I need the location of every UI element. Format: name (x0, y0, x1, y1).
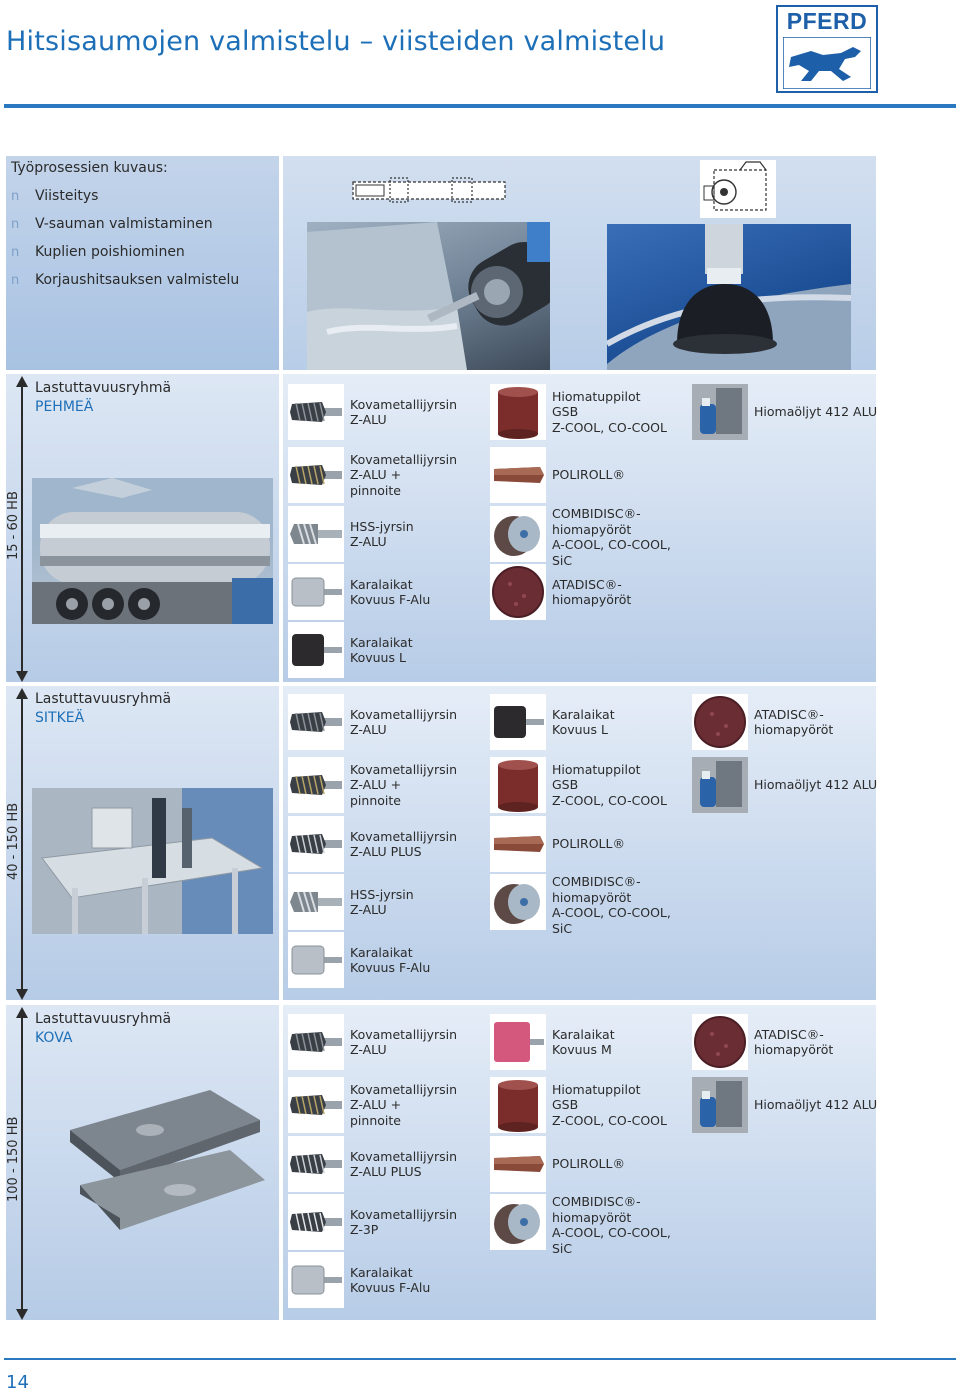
product-label-line: hiomapyöröt (552, 592, 632, 607)
product-item (692, 1077, 892, 1133)
grinder-sketch-icon (700, 160, 776, 218)
product-label-line: A-COOL, CO-COOL, (552, 1225, 671, 1240)
brand-logo-text: PFERD (786, 8, 868, 34)
product-item (692, 384, 892, 440)
product-item (490, 1136, 690, 1192)
product-item (288, 932, 488, 988)
product-label-line: Z-COOL, CO-COOL (552, 792, 667, 808)
product-item (490, 1014, 690, 1070)
product-label (350, 635, 413, 666)
product-label-line: Z-ALU (350, 412, 387, 427)
abrasive-band-icon (490, 757, 546, 813)
product-label-line: hiomapyöröt (552, 521, 632, 537)
carbide-burr-plus-icon (288, 1136, 344, 1192)
product-label-line: Z-ALU PLUS (350, 844, 422, 859)
product-label-line: Hiomaöljyt 412 ALU (754, 1097, 878, 1113)
product-item (288, 874, 488, 930)
hardness-range: 100 - 150 HB (6, 1116, 21, 1202)
product-label-line: Z-ALU (350, 722, 387, 737)
product-label (754, 1097, 877, 1113)
product-label-line: Kovuus M (552, 1042, 612, 1057)
grey-mounted-point-icon (288, 564, 344, 620)
product-item (288, 564, 488, 620)
product-label-line: Hiomatuppilot (552, 388, 641, 404)
group-label: Lastuttavuusryhmä (35, 380, 172, 396)
product-item (288, 1077, 488, 1133)
product-label-line: POLIROLL® (552, 1156, 625, 1172)
product-label (350, 1027, 457, 1058)
product-label-line: Kovametallijyrsin (350, 396, 458, 412)
product-label (552, 1082, 667, 1129)
header-rule (4, 104, 956, 108)
abrasive-band-icon (490, 384, 546, 440)
group-name: SITKEÄ (35, 710, 85, 726)
product-label (552, 1194, 671, 1256)
group-label: Lastuttavuusryhmä (35, 691, 172, 707)
product-label-line: POLIROLL® (552, 836, 625, 852)
grey-mounted-point-icon (288, 932, 344, 988)
carbide-burr-coated-icon (288, 757, 344, 813)
product-label-line: Z-ALU (350, 902, 387, 917)
product-label-line: SiC (552, 552, 573, 568)
product-label-line: POLIROLL® (552, 467, 625, 483)
product-label-line: Karalaikat (552, 1026, 615, 1042)
product-label-line: ATADISC®- (552, 576, 622, 592)
process-description-title: Työprosessien kuvaus: (11, 160, 168, 176)
product-label (350, 945, 430, 976)
product-label-line: ATADISC®- (754, 706, 824, 722)
product-label-line: GSB (552, 777, 579, 793)
product-label-line: Z-COOL, CO-COOL (552, 1112, 667, 1128)
poliroll-icon (490, 816, 546, 872)
hardness-range: 40 - 150 HB (6, 802, 21, 880)
product-label-line: Karalaikat (350, 634, 413, 650)
product-label-line: ATADISC®- (754, 1026, 824, 1042)
product-label-line: Karalaikat (552, 706, 615, 722)
pink-mounted-point-icon (490, 1014, 546, 1070)
product-label-line: Hiomatuppilot (552, 1081, 641, 1097)
product-item (288, 1252, 488, 1308)
product-label (552, 707, 615, 738)
hss-cutter-icon (288, 506, 344, 562)
group-name: PEHMEÄ (35, 399, 94, 415)
hardness-range: 15 - 60 HB (6, 491, 21, 560)
poliroll-icon (490, 1136, 546, 1192)
product-label-line: Kovuus L (552, 722, 608, 737)
product-label (350, 829, 457, 860)
product-label-line: Hiomaöljyt 412 ALU (754, 404, 878, 420)
product-label-line: Z-ALU + (350, 1097, 402, 1113)
product-label (552, 762, 667, 809)
product-item (288, 1136, 488, 1192)
product-label-line: Kovametallijyrsin (350, 706, 458, 722)
product-label-line: Kovametallijyrsin (350, 1026, 458, 1042)
product-label (350, 452, 457, 499)
product-item (288, 447, 488, 503)
product-label-line: Karalaikat (350, 944, 413, 960)
grey-mounted-point-icon (288, 1252, 344, 1308)
product-label-line: Kovametallijyrsin (350, 1081, 458, 1097)
product-label-line: Kovuus F-Alu (350, 592, 431, 607)
product-label-line: Hiomaöljyt 412 ALU (754, 777, 878, 793)
product-item (288, 1014, 488, 1070)
product-label (350, 577, 430, 608)
product-label (552, 1027, 615, 1058)
group-label: Lastuttavuusryhmä (35, 1011, 172, 1027)
process-item: n Kuplien poishiominen (11, 244, 185, 260)
product-label-line: Karalaikat (350, 576, 413, 592)
dark-mounted-point-icon (490, 694, 546, 750)
carbide-burr-icon (288, 1014, 344, 1070)
product-label (552, 1156, 625, 1172)
product-label-line: Kovuus F-Alu (350, 1280, 431, 1295)
group-name: KOVA (35, 1030, 73, 1046)
dark-mounted-point-icon (288, 622, 344, 678)
product-label-line: COMBIDISC®- (552, 1194, 641, 1209)
product-label (754, 404, 877, 420)
product-item (490, 816, 690, 872)
product-item (288, 384, 488, 440)
product-item (490, 384, 690, 440)
product-item (490, 564, 690, 620)
product-label-line: GSB (552, 404, 579, 420)
product-label-line: Kovametallijyrsin (350, 1148, 458, 1164)
carbide-burr-coated-icon (288, 447, 344, 503)
product-label (552, 467, 625, 483)
page-title: Hitsisaumojen valmistelu – viisteiden valmistelu (6, 26, 666, 57)
product-item (490, 694, 690, 750)
carbide-burr-icon (288, 384, 344, 440)
product-label-line: Z-ALU (350, 534, 387, 549)
product-label-line: Kovuus F-Alu (350, 960, 431, 975)
product-label-line: Z-COOL, CO-COOL (552, 419, 667, 435)
product-item (692, 757, 892, 813)
carbide-burr-icon (288, 694, 344, 750)
product-label-line: SiC (552, 920, 573, 936)
product-label-line: Z-ALU PLUS (350, 1164, 422, 1179)
process-item: n V-sauman valmistaminen (11, 216, 213, 232)
product-label-line: Kovametallijyrsin (350, 451, 458, 467)
combidisc-icon (490, 506, 546, 562)
product-label (350, 762, 457, 809)
product-label (350, 707, 457, 738)
pferd-horse-logo (783, 37, 871, 89)
product-label-line: Z-ALU + (350, 777, 402, 793)
product-label-line: COMBIDISC®- (552, 874, 641, 889)
combidisc-icon (490, 874, 546, 930)
product-item (288, 757, 488, 813)
product-item (490, 447, 690, 503)
product-label (350, 1082, 457, 1129)
brand-logo (776, 5, 878, 93)
product-label-line: Z-ALU (350, 1042, 387, 1057)
product-label-line: Kovametallijyrsin (350, 761, 458, 777)
product-label (350, 1265, 430, 1296)
carbide-burr-3p-icon (288, 1194, 344, 1250)
tanker-truck-photo (32, 478, 273, 624)
combidisc-icon (490, 1194, 546, 1250)
product-label-line: Kovametallijyrsin (350, 1206, 458, 1222)
product-label-line: Kovuus L (350, 650, 406, 665)
product-label (350, 887, 414, 918)
product-item (692, 694, 892, 750)
product-label-line: hiomapyöröt (552, 889, 632, 905)
product-item (288, 694, 488, 750)
tool-sketch-icon (352, 176, 507, 204)
product-label (350, 397, 457, 428)
grinding-oil-icon (692, 1077, 748, 1133)
product-label-line: HSS-jyrsin (350, 886, 414, 902)
product-label-line: Karalaikat (350, 1264, 413, 1280)
page-number: 14 (6, 1372, 29, 1393)
aluminium-frame-photo (32, 788, 273, 934)
atadisc-icon (490, 564, 546, 620)
product-item (490, 506, 690, 568)
cast-parts-photo (60, 1090, 270, 1230)
disc-grinding-photo (607, 224, 851, 370)
product-label (350, 1207, 457, 1238)
product-label-line: A-COOL, CO-COOL, (552, 537, 671, 552)
product-label-line: hiomapyöröt (754, 722, 834, 737)
product-item (288, 622, 488, 678)
product-label-line: HSS-jyrsin (350, 518, 414, 534)
product-label-line: pinnoite (350, 482, 401, 498)
product-label (754, 707, 833, 738)
product-label (552, 836, 625, 852)
product-label-line: pinnoite (350, 1112, 401, 1128)
grinding-oil-icon (692, 384, 748, 440)
grinding-oil-icon (692, 757, 748, 813)
product-label-line: Hiomatuppilot (552, 761, 641, 777)
product-item (288, 816, 488, 872)
product-label (350, 519, 414, 550)
product-label (754, 1027, 833, 1058)
milling-photo (307, 222, 550, 370)
product-item (692, 1014, 892, 1070)
product-item (490, 874, 690, 936)
product-item (490, 1077, 690, 1133)
product-label (754, 777, 877, 793)
product-item (288, 506, 488, 562)
product-label-line: Kovametallijyrsin (350, 828, 458, 844)
product-item (288, 1194, 488, 1250)
product-label (350, 1149, 457, 1180)
atadisc-icon (692, 1014, 748, 1070)
hss-cutter-icon (288, 874, 344, 930)
product-item (490, 1194, 690, 1256)
carbide-burr-coated-icon (288, 1077, 344, 1133)
product-label-line: GSB (552, 1097, 579, 1113)
abrasive-band-icon (490, 1077, 546, 1133)
product-label-line: pinnoite (350, 792, 401, 808)
product-label-line: Z-ALU + (350, 467, 402, 483)
product-label-line: hiomapyöröt (754, 1042, 834, 1057)
product-label (552, 577, 631, 608)
product-label-line: COMBIDISC®- (552, 506, 641, 521)
process-item: n Korjaushitsauksen valmistelu (11, 272, 240, 288)
carbide-burr-plus-icon (288, 816, 344, 872)
poliroll-icon (490, 447, 546, 503)
process-item: n Viisteitys (11, 188, 99, 204)
footer-rule (4, 1358, 956, 1360)
product-label (552, 506, 671, 568)
product-label-line: hiomapyöröt (552, 1209, 632, 1225)
product-item (490, 757, 690, 813)
atadisc-icon (692, 694, 748, 750)
product-label (552, 389, 667, 436)
product-label-line: A-COOL, CO-COOL, (552, 905, 671, 920)
product-label (552, 874, 671, 936)
product-label-line: SiC (552, 1240, 573, 1256)
product-label-line: Z-3P (350, 1222, 379, 1237)
